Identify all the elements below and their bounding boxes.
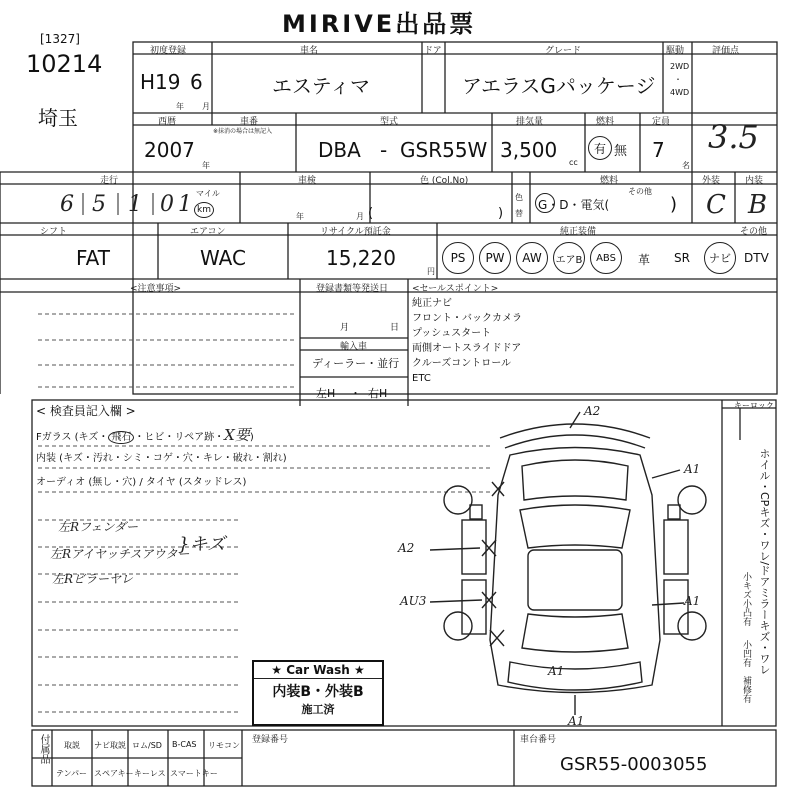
- inspection-paren-open: (: [368, 206, 374, 221]
- reg-doc-day: 日: [390, 323, 400, 333]
- header-score: 評価点: [712, 46, 740, 56]
- sales-point: ETC: [412, 373, 431, 384]
- side-legend-col4: 補修有: [741, 676, 751, 703]
- damage-label-bottom: A1: [568, 714, 585, 728]
- line1-prefix: Fガラス (キズ・: [36, 432, 109, 443]
- unit-year: 年: [176, 102, 184, 111]
- region-label: 埼玉: [38, 106, 78, 130]
- keylock-label: キーロック: [734, 401, 774, 410]
- equip-ps: PS: [442, 242, 474, 274]
- line1-close: ): [249, 432, 254, 443]
- attach-item: リモコン: [208, 741, 240, 750]
- carwash-title: ★ Car Wash ★: [254, 662, 382, 679]
- header-door: ドア: [424, 46, 442, 56]
- header-interior: 内装: [745, 176, 764, 186]
- drive-4wd: 4WD: [670, 88, 690, 97]
- header-first-reg: 初度登録: [150, 46, 187, 56]
- header-chassis-sub: ※抹消の場合は無記入: [213, 128, 273, 135]
- attach-item: ナビ取説: [94, 741, 126, 750]
- damage-label-right-front: A1: [684, 462, 701, 476]
- sales-point: プッシュスタート: [412, 328, 492, 339]
- form-title: MIRIVE出品票: [282, 10, 477, 38]
- attach-item: ロム/SD: [132, 741, 162, 750]
- drive-dot: ・: [674, 75, 682, 84]
- header-aircon: エアコン: [190, 227, 226, 237]
- recycle-unit: 円: [427, 267, 435, 276]
- carwash-grade: 内装B・外装B: [272, 684, 364, 700]
- sales-point: 純正ナビ: [412, 298, 452, 309]
- year-unit: 年: [202, 161, 210, 170]
- sales-point: クルーズコントロール: [412, 358, 511, 369]
- attach-item: テンパー: [56, 769, 88, 778]
- handle-right: 右H: [368, 387, 388, 400]
- model-prefix: DBA: [318, 138, 361, 162]
- header-drive: 駆動: [666, 46, 685, 56]
- header-mileage: 走行: [100, 176, 119, 186]
- equip-leather: 革: [638, 253, 651, 267]
- displacement-value: 3,500: [500, 138, 558, 162]
- mileage-digit-2: 5: [92, 192, 106, 217]
- mileage-unit-km-circled: [194, 202, 214, 218]
- side-legend-col1: ホイル・CPキズ・ワレ/ドアミラーキズ・ワレ: [758, 448, 771, 676]
- side-legend-col3: 小凹有: [741, 640, 751, 667]
- header-fuel-type: 燃料: [600, 176, 619, 186]
- recycle-value: 15,220: [326, 246, 396, 270]
- interior-value: B: [748, 190, 768, 220]
- attach-item: B-CAS: [172, 740, 197, 749]
- header-exterior: 外装: [702, 176, 721, 186]
- caution-header: <注意事項>: [130, 284, 182, 294]
- shift-value: FAT: [76, 246, 111, 270]
- car-damage-diagram: [430, 400, 720, 730]
- header-chassis: 車番: [240, 117, 259, 127]
- handwritten-mark: }キズ: [178, 534, 226, 555]
- sales-points-list: [412, 296, 522, 386]
- displacement-unit: cc: [569, 158, 578, 167]
- fuel-g-circled: [535, 193, 555, 213]
- header-capacity: 定員: [652, 117, 671, 127]
- fuel-no: 無: [614, 144, 628, 159]
- handwritten-note-1: 左Rフェンダー: [58, 520, 138, 534]
- color-label-2: 替: [515, 209, 523, 218]
- header-year: 西暦: [158, 117, 177, 127]
- equip-dtv: DTV: [744, 251, 769, 265]
- sales-point: 両側オートスライドドア: [412, 343, 522, 354]
- header-model: 型式: [380, 117, 399, 127]
- grade-value: アエラスGパッケージ: [462, 74, 656, 98]
- attach-item: 取説: [64, 741, 80, 750]
- header-grade: グレード: [545, 46, 582, 56]
- header-fuel: 燃料: [596, 117, 615, 127]
- model-value: GSR55W: [400, 138, 488, 162]
- attach-item: スペアキー: [94, 769, 134, 778]
- carwash-done: 施工済: [301, 703, 335, 716]
- fuel-options: G・D・電気(: [538, 198, 610, 212]
- capacity-value: 7: [652, 138, 665, 162]
- header-displacement: 排気量: [516, 117, 544, 127]
- header-recycle: リサイクル預託金: [320, 227, 391, 237]
- reg-doc-month: 月: [340, 323, 350, 333]
- equip-sr: SR: [674, 251, 690, 265]
- handle-sep: ・: [350, 387, 361, 400]
- handle-left: 左H: [316, 387, 336, 400]
- attach-item: キーレス: [134, 769, 166, 778]
- reg-doc-header: 登録書類等発送日: [316, 284, 389, 294]
- mileage-digit-3: 1: [128, 192, 142, 217]
- import-header: 輸入車: [340, 342, 368, 352]
- aircon-value: WAC: [200, 246, 246, 270]
- damage-label-left-rear: AU3: [400, 594, 427, 608]
- year-value: 2007: [144, 138, 195, 162]
- header-shift: シフト: [40, 227, 68, 237]
- sales-header: <セールスポイント>: [412, 284, 499, 294]
- equip-navi: ナビ: [704, 242, 736, 274]
- handwritten-note-2: 左Rアイヤッチスアウター: [50, 547, 190, 561]
- inspection-year: 年: [296, 212, 304, 221]
- mileage-digit-1: 6: [60, 192, 74, 217]
- line1-mark: X要: [224, 426, 250, 444]
- dealer-label: ディーラー・並行: [312, 357, 400, 370]
- equip-abs: ABS: [590, 242, 622, 274]
- sales-point: フロント・バックカメラ: [412, 313, 522, 324]
- attach-item: スマートキー: [170, 769, 218, 778]
- damage-label-left-front: A2: [398, 541, 415, 555]
- mileage-unit-km: km: [197, 205, 211, 215]
- header-other: その他: [740, 227, 768, 237]
- fuel-yes-circled: [588, 136, 612, 160]
- reg-number-label: 登録番号: [252, 735, 289, 745]
- header-car-name: 車名: [300, 46, 319, 56]
- header-inspection: 車検: [298, 176, 317, 186]
- model-dash: -: [380, 138, 388, 162]
- capacity-unit: 名: [682, 161, 690, 170]
- mileage-unit-mile: マイル: [196, 189, 220, 198]
- equip-airbag: エアB: [553, 242, 585, 274]
- attach-label: 付属品: [38, 734, 49, 764]
- inspector-line3: オーディオ (無し・穴) / タイヤ (スタッドレス): [36, 477, 247, 488]
- carwash-stamp: [252, 660, 384, 726]
- inspector-line2: 内装 (キズ・汚れ・シミ・コゲ・穴・キレ・破れ・割れ): [36, 453, 287, 464]
- mileage-digit-5: 1: [178, 192, 192, 217]
- header-equipment: 純正装備: [560, 227, 597, 237]
- side-legend-col2: 小キズ小凸有: [741, 572, 751, 626]
- frame-value: GSR55-0003055: [560, 754, 708, 775]
- mileage-digit-4: 0: [160, 192, 174, 217]
- first-reg-month: 6: [190, 70, 203, 94]
- equip-pw: PW: [479, 242, 511, 274]
- lot-number: 10214: [26, 50, 103, 78]
- handwritten-note-3: 左Rビラーヤレ: [52, 572, 133, 586]
- fuel-yes-label: 有: [593, 141, 606, 156]
- damage-label-rear: A1: [548, 664, 565, 678]
- unit-month: 月: [202, 102, 210, 111]
- lot-bracket: [1327]: [40, 32, 80, 46]
- first-reg-value: H19: [140, 70, 181, 94]
- damage-label-front: A2: [584, 404, 601, 418]
- inspection-paren-close: ): [498, 206, 504, 221]
- inspector-line1: [36, 424, 254, 445]
- frame-label: 車台番号: [520, 735, 557, 745]
- fuel-other: その他: [628, 187, 652, 196]
- drive-2wd: 2WD: [670, 62, 690, 71]
- line1-circled: 飛石: [108, 431, 134, 444]
- line1-rest: ・ヒビ・リペア跡・: [134, 432, 225, 443]
- exterior-value: C: [706, 190, 726, 220]
- fuel-close: ): [670, 194, 678, 215]
- car-name-value: エスティマ: [272, 74, 370, 98]
- inspection-month: 月: [356, 212, 364, 221]
- equip-aw: AW: [516, 242, 548, 274]
- color-label-1: 色: [515, 193, 523, 202]
- inspector-header: < 検査員記入欄 >: [36, 404, 136, 418]
- score-value: 3.5: [708, 118, 759, 156]
- damage-label-right-rear: A1: [684, 594, 701, 608]
- header-color: 色 (Col.No): [420, 176, 469, 186]
